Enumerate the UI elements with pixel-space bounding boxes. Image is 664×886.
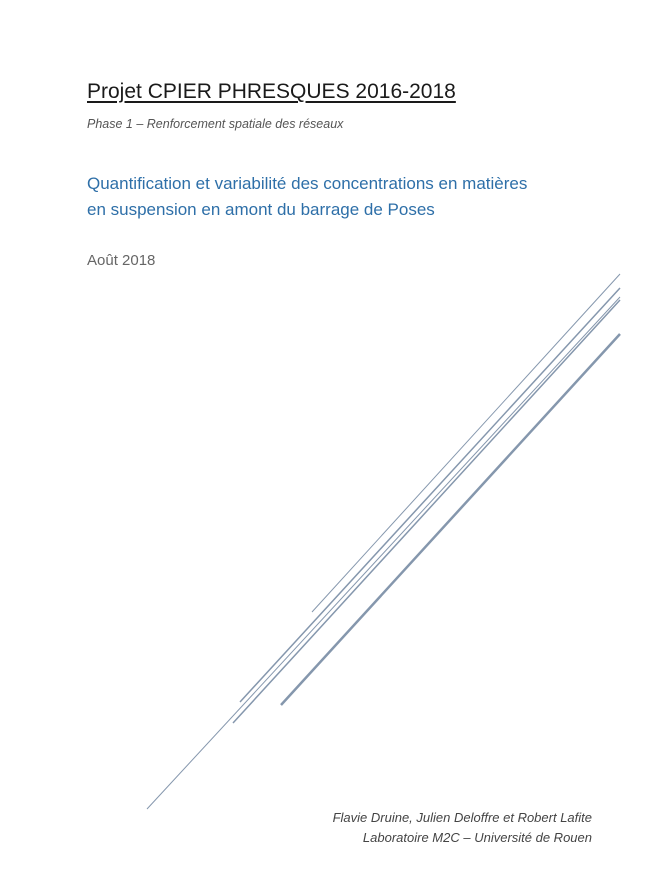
decor-line-thick	[281, 334, 620, 705]
document-title-line-2: en suspension en amont du barrage de Poses	[87, 200, 435, 219]
document-title-line-1: Quantification et variabilité des concentrations en matières	[87, 174, 528, 193]
decor-line-mid-1	[240, 288, 620, 702]
project-title: Projet CPIER PHRESQUES 2016-2018	[87, 80, 456, 103]
decor-line-mid-2	[233, 300, 620, 723]
document-date: Août 2018	[87, 252, 156, 269]
authors-names: Flavie Druine, Julien Deloffre et Robert Lafite	[332, 810, 592, 825]
authors-block	[333, 808, 592, 848]
decor-line-thin-top	[312, 274, 620, 612]
phase-subtitle: Phase 1 – Renforcement spatiale des réseaux	[87, 117, 344, 131]
decor-line-thin-long	[147, 297, 620, 809]
authors-affiliation: Laboratoire M2C – Université de Rouen	[362, 830, 592, 845]
